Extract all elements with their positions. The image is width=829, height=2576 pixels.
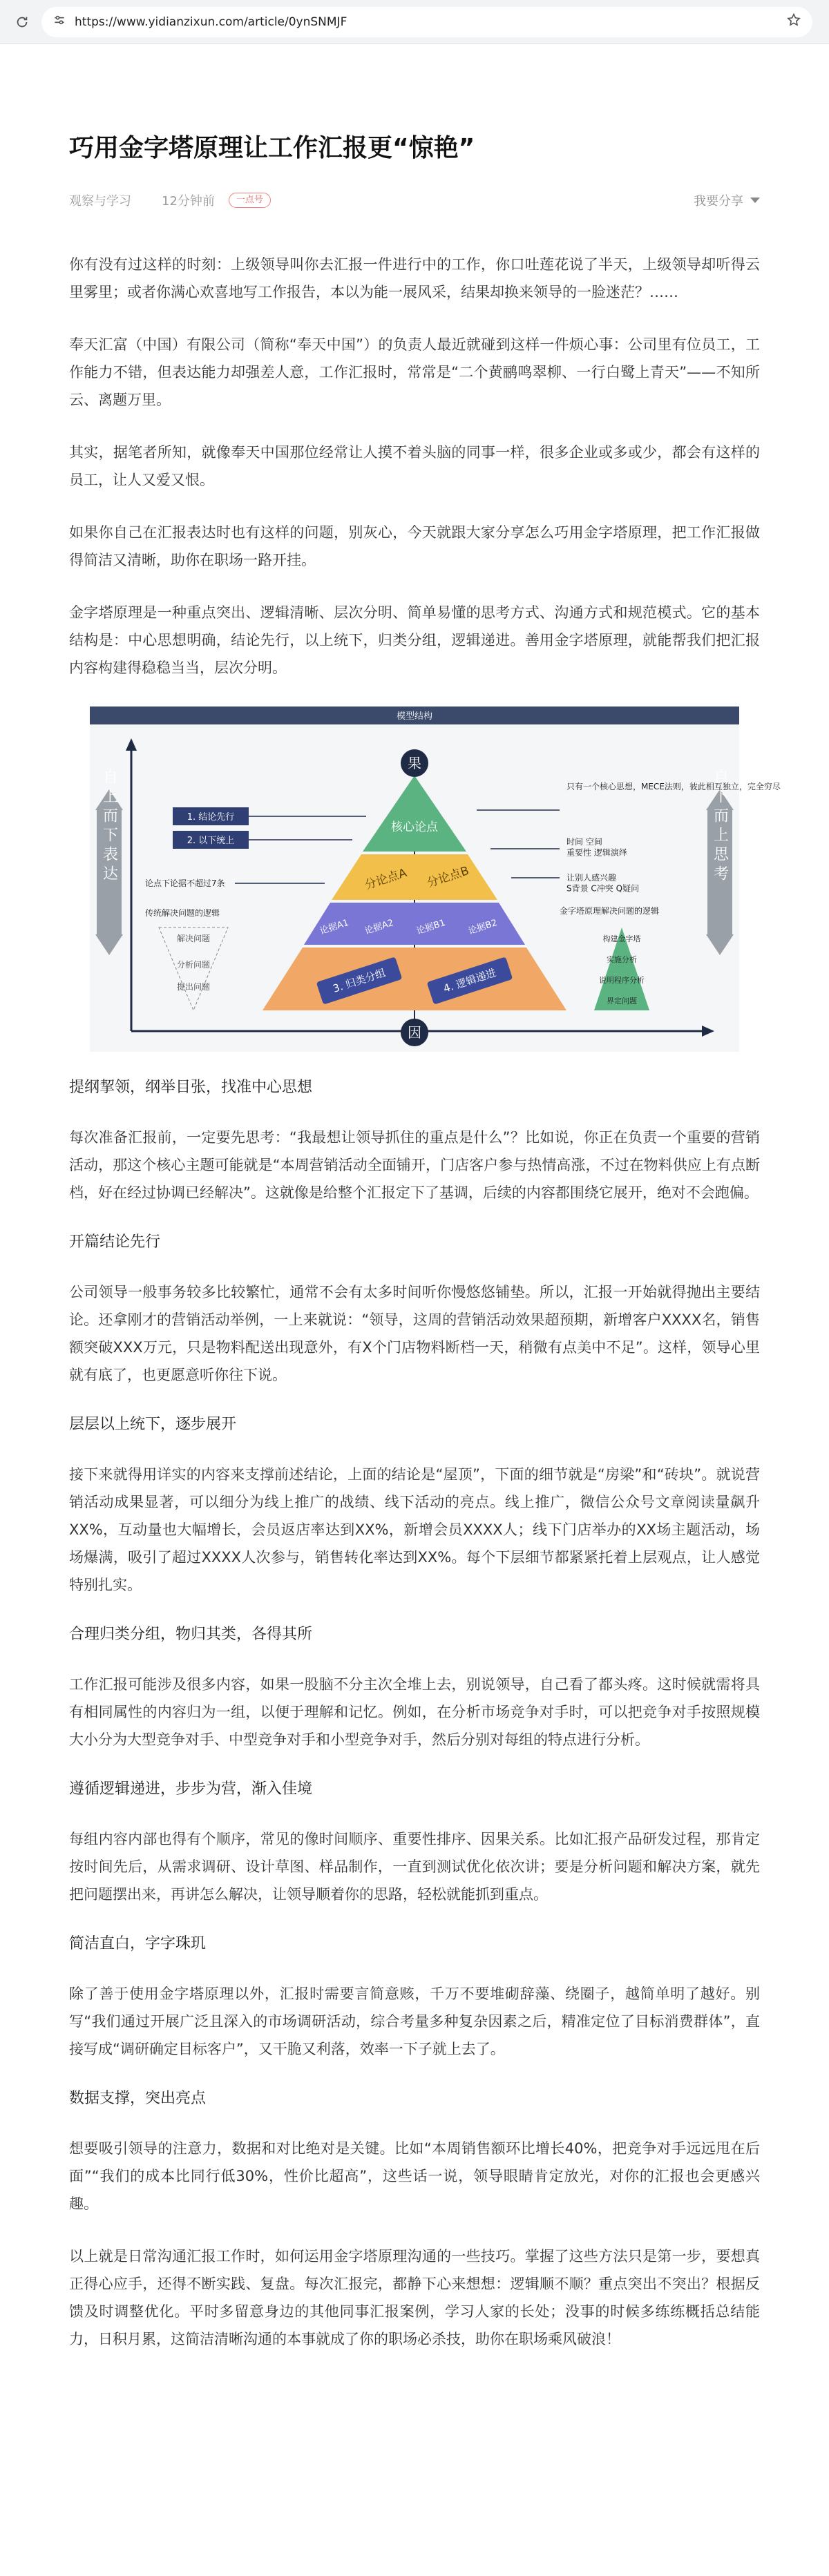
step1-label: 1. 结论先行	[187, 811, 235, 823]
step4-label: 4. 逻辑递进	[441, 966, 498, 995]
step2-label: 2. 以下统上	[187, 835, 235, 846]
left-tri-item: 分析问题	[176, 959, 211, 970]
pyramid-diagram-image	[90, 707, 781, 1052]
publish-time: 12分钟前	[162, 193, 215, 209]
right-side-label: 自下而上思考	[711, 768, 729, 885]
paragraph: 接下来就得用详实的内容来支撑前述结论，上面的结论是“屋顶”，下面的细节就是“房梁”和“砖块”。就说营销活动成果显著，可以细分为线上推广的战绩、线下活动的亮点。线上推广，微信公众号文章阅读量飙升XX%，互动量也大幅增长，会员返店率达到XX%，新增会员XXXX人；线下门店举办的XX场主题活动，场场爆满，吸引了超过XXXX人次参与，销售转化率达到XX%。每个下层细节都紧紧托着上层观点，让人感觉特别扎实。	[69, 1465, 760, 1593]
figure-header: 模型结构	[396, 711, 433, 722]
paragraph: 奉天汇富（中国）有限公司（简称“奉天中国”）的负责人最近就碰到这样一件烦心事：公司里有位员工，工作能力不错，但表达能力却强差人意，工作汇报时，常常是“二个黄鹂鸣翠柳、一行白鹭上青天”——不知所云、离题万里。	[69, 336, 760, 408]
arg-a2: 论据A2	[363, 917, 395, 937]
arg-a1: 论据A1	[318, 917, 350, 937]
right-tri-item: 界定问题	[607, 996, 637, 1006]
right-tri-item: 说明程序分析	[599, 975, 645, 985]
point-a: 分论点A	[363, 865, 409, 893]
chevron-down-icon	[750, 198, 760, 203]
site-settings-icon[interactable]	[53, 13, 66, 30]
paragraph: 除了善于使用金字塔原理以外，汇报时需要言简意赅，千万不要堆砌辞藻、绕圈子，越简单明了越好。别写“我们通过开展广泛且深入的市场调研活动，综合考量多种复杂因素之后，精准定位了目标消费群体”，直接写成“调研确定目标客户”，又干脆又利落，效率一下子就上去了。	[69, 1985, 760, 2057]
paragraph: 你有没有过这样的时刻：上级领导叫你去汇报一件进行中的工作，你口吐莲花说了半天，上级领导却听得云里雾里；或者你满心欢喜地写工作报告，本以为能一展风采，结果却换来领导的一脸迷茫？……	[69, 256, 760, 300]
section-heading: 层层以上统下，逐步展开	[69, 1415, 237, 1433]
arg-b1: 论据B1	[415, 917, 447, 937]
closing-paragraph: 以上就是日常沟通汇报工作时，如何运用金字塔原理沟通的一些技巧。掌握了这些方法只是第一步，要想真正得心应手，还得不断实践、复盘。每次汇报完，都静下心来想想：逻辑顺不顺？重点突出不突出？根据反馈及时调整优化。平时多留意身边的其他同事汇报案例，学习人家的长处；没事的时候多练练概括总结能力，日积月累，这简洁清晰沟通的本事就成了你的职场必杀技，助你在职场乘风破浪！	[69, 2247, 760, 2347]
bottom-circle-label: 因	[408, 1023, 421, 1041]
left-tri-item: 提出问题	[176, 981, 211, 992]
browser-toolbar	[0, 0, 829, 44]
section-heading: 开篇结论先行	[69, 1233, 161, 1251]
right-note-1: 只有一个核心思想，MECE法则，彼此相互独立，完全穷尽	[566, 781, 781, 791]
source-tag: 一点号	[229, 193, 271, 208]
bookmark-star-icon[interactable]	[786, 12, 801, 31]
right-tri-item: 构建金字塔	[602, 934, 641, 943]
arg-b2: 论据B2	[467, 917, 499, 937]
section-heading: 遵循逻辑递进，步步为营，渐入佳境	[69, 1780, 313, 1798]
source-link[interactable]: 观察与学习	[69, 193, 131, 209]
reload-icon[interactable]	[10, 10, 35, 35]
left-tri-title: 传统解决问题的逻辑	[145, 907, 220, 918]
share-label: 我要分享	[694, 193, 743, 209]
article	[69, 44, 781, 2353]
article-content	[69, 251, 781, 2353]
paragraph: 金字塔原理是一种重点突出、逻辑清晰、层次分明、简单易懂的思考方式、沟通方式和规范模式。它的基本结构是：中心思想明确，结论先行，以上统下，归类分组，逻辑递进。善用金字塔原理，就能帮我们把汇报内容构建得稳稳当当，层次分明。	[69, 604, 760, 676]
url-text: https://www.yidianzixun.com/article/0ynSNMJF	[75, 15, 347, 29]
paragraph: 如果你自己在汇报表达时也有这样的问题，别灰心，今天就跟大家分享怎么巧用金字塔原理，把工作汇报做得简洁又清晰，助你在职场一路开挂。	[69, 523, 760, 568]
paragraph: 想要吸引领导的注意力，数据和对比绝对是关键。比如“本周销售额环比增长40%，把竞争对手远远甩在后面”“我们的成本比同行低30%，性价比超高”，这些话一说，领导眼睛肯定放光，对你的汇报也会更感兴趣。	[69, 2140, 760, 2212]
section-heading: 提纲挈领，纲举目张，找准中心思想	[69, 1078, 313, 1096]
paragraph: 公司领导一般事务较多比较繁忙，通常不会有太多时间听你慢悠悠铺垫。所以，汇报一开始就得抛出主要结论。还拿刚才的营销活动举例，一上来就说：“领导，这周的营销活动效果超预期，新增客户XXXX名，销售额突破XXX万元，只是物料配送出现意外，有X个门店物料断档一天，稍微有点美中不足”。这样，领导心里就有底了，也更愿意听你往下说。	[69, 1283, 760, 1383]
share-button[interactable]	[694, 191, 760, 209]
right-tri-item: 实施分析	[607, 954, 637, 964]
right-tri-title: 金字塔原理解决问题的逻辑	[560, 905, 660, 916]
address-bar[interactable]	[41, 7, 812, 37]
core-point: 核心论点	[391, 820, 438, 834]
left-side-label: 自上而下表达	[100, 768, 118, 885]
pyramid-base	[263, 948, 566, 1010]
paragraph: 每组内容内部也得有个顺序，常见的像时间顺序、重要性排序、因果关系。比如汇报产品研发过程，那肯定按时间先后，从需求调研、设计草图、样品制作，一直到测试优化依次讲；要是分析问题和解决方案，就先把问题摆出来，再讲怎么解决，让领导顺着你的思路，轻松就能抓到重点。	[69, 1830, 760, 1903]
article-meta	[69, 191, 760, 209]
right-note-2: 时间 空间重要性 逻辑演绎	[566, 836, 627, 858]
top-circle-label: 果	[408, 754, 421, 771]
left-note: 论点下论据不超过7条	[145, 878, 225, 888]
section-heading: 数据支撑，突出亮点	[69, 2089, 207, 2107]
step3-label: 3. 归类分组	[331, 966, 388, 995]
article-title: 巧用金字塔原理让工作汇报更“惊艳”	[69, 134, 475, 162]
paragraph: 其实，据笔者所知，就像奉天中国那位经常让人摸不着头脑的同事一样，很多企业或多或少，都会有这样的员工，让人又爱又恨。	[69, 443, 760, 488]
left-tri-item: 解决问题	[176, 933, 211, 943]
section-heading: 合理归类分组，物归其类，各得其所	[69, 1625, 313, 1643]
right-note-3: 让别人感兴趣 S背景 C冲突 Q疑问	[566, 872, 640, 894]
point-b: 分论点B	[425, 863, 471, 891]
paragraph: 每次准备汇报前，一定要先思考：“我最想让领导抓住的重点是什么”？比如说，你正在负责一个重要的营销活动，那这个核心主题可能就是“本周营销活动全面铺开，门店客户参与热情高涨，不过在物料供应上有点断档，好在经过协调已经解决”。这就像是给整个汇报定下了基调，后续的内容都围绕它展开，绝对不会跑偏。	[69, 1128, 760, 1201]
section-heading: 简洁直白，字字珠玑	[69, 1934, 207, 1952]
paragraph: 工作汇报可能涉及很多内容，如果一股脑不分主次全堆上去，别说领导，自己看了都头疼。这时候就需将具有相同属性的内容归为一组，以便于理解和记忆。例如，在分析市场竞争对手时，可以把竞争对手按照规模大小分为大型竞争对手、中型竞争对手和小型竞争对手，然后分别对每组的特点进行分析。	[69, 1675, 760, 1748]
